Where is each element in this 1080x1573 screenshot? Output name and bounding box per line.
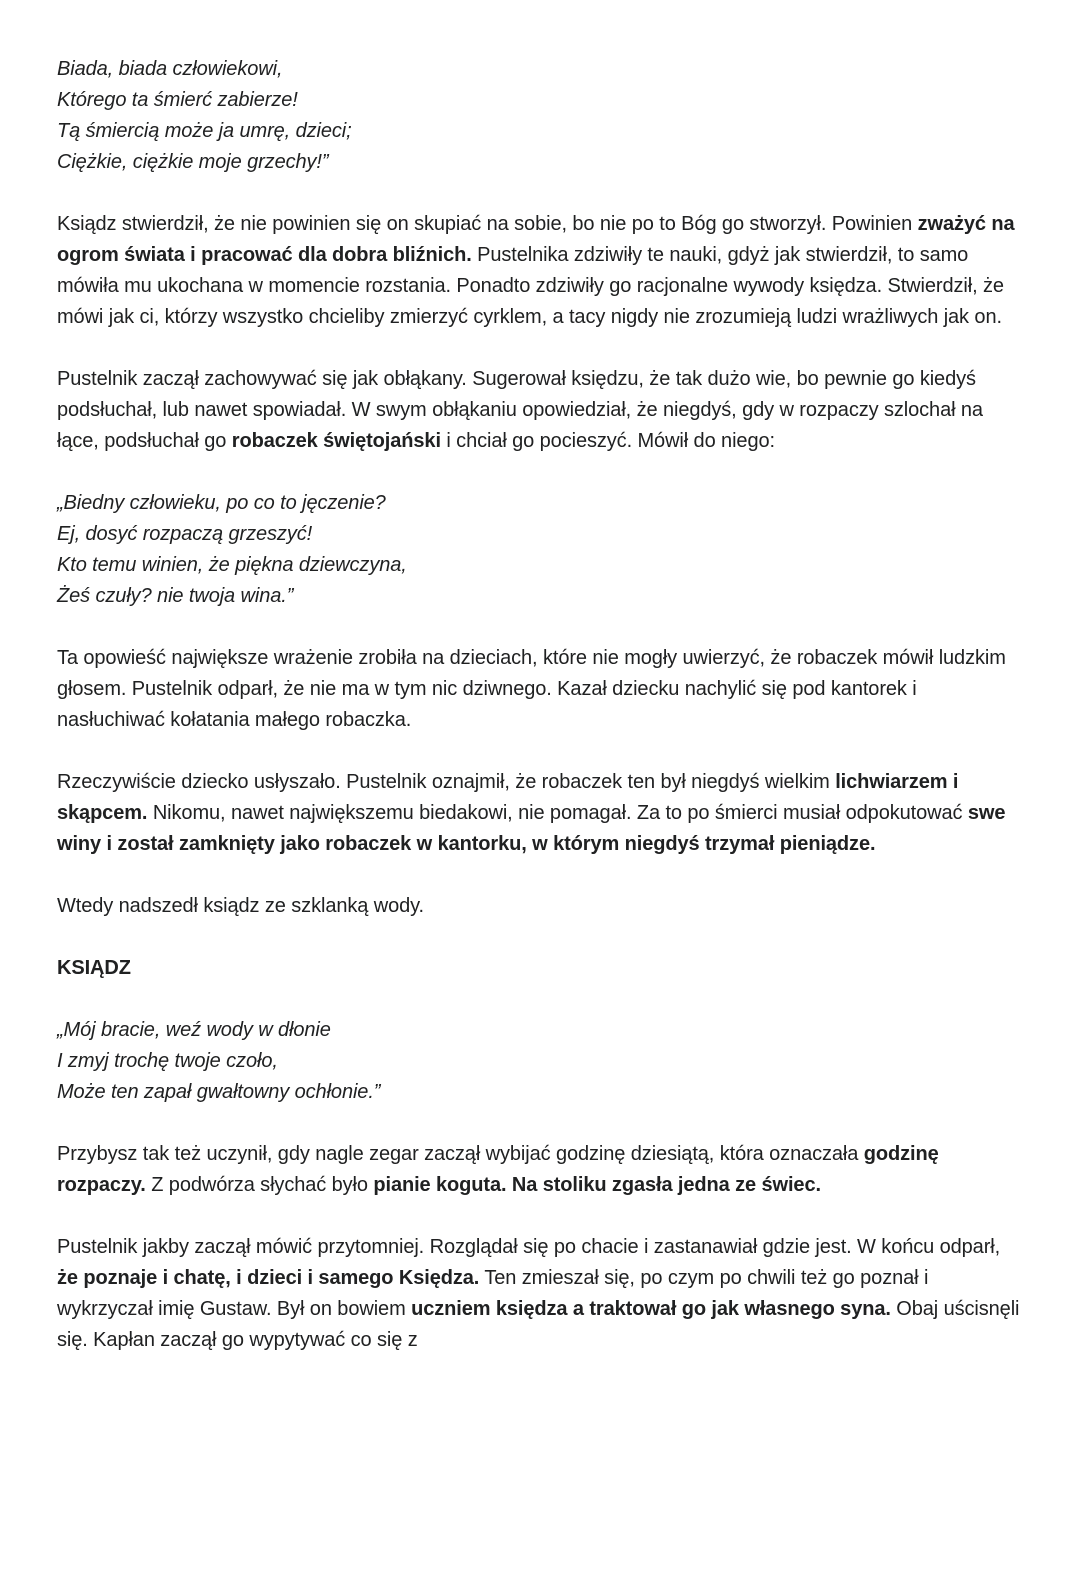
- text-run: Z podwórza słychać było: [145, 1174, 374, 1196]
- verse-line: Ej, dosyć rozpaczą grzeszyć!: [57, 523, 313, 545]
- text-run: i chciał go pocieszyć. Mówił do niego:: [440, 430, 775, 452]
- paragraph-ksiadz-szklanka: [57, 891, 1023, 922]
- paragraph-lichwiarz: [57, 767, 1023, 860]
- verse-line: „Biedny człowieku, po co to jęczenie?: [57, 492, 386, 514]
- verse-quote-robaczek: [57, 488, 1023, 612]
- verse-quote-lament: [57, 54, 1023, 178]
- paragraph-ksiadz-stwierdzil: [57, 209, 1023, 333]
- text-run: Ta opowieść największe wrażenie zrobiła na dzieciach, które nie mogły uwierzyć, że robaczek mówił ludzkim głosem. Pustelnik odparł, że nie ma w tym nic dziwnego. Kazał dziecku nachylić się pod kantorek i nasłuchiwać kołatania małego robaczka.: [57, 647, 1006, 731]
- verse-line: Kto temu winien, że piękna dziewczyna,: [57, 554, 407, 576]
- verse-line: Żeś czuły? nie twoja wina.”: [57, 585, 294, 607]
- heading-ksiadz: KSIĄDZ: [57, 957, 131, 979]
- text-run-bold: uczniem księdza a traktował go jak własnego syna.: [411, 1298, 891, 1320]
- text-run: Wtedy nadszedł ksiądz ze szklanką wody.: [57, 895, 425, 917]
- verse-line: Ciężkie, ciężkie moje grzechy!”: [57, 151, 329, 173]
- text-run: Rzeczywiście dziecko usłyszało. Pustelnik oznajmił, że robaczek ten był niegdyś wielkim: [57, 771, 836, 793]
- text-run: Pustelnika zdziwiły te nauki, gdyż jak stwierdził, to samo mówiła mu ukochana w momencie rozstania. Ponadto zdziwiły go racjonalne wywody księdza. Stwierdził, że mówi jak ci, którzy wszystko chcieliby zmierzyć cyrklem, a tacy nigdy nie zrozumieją ludzi wrażliwych jak on.: [57, 244, 1004, 328]
- text-run: Pustelnik jakby zaczął mówić przytomniej. Rozglądał się po chacie i zastanawiał gdzie jest. W końcu odparł,: [57, 1236, 1001, 1258]
- text-run: Ten zmieszał się, po czym po chwili też go poznał i wykrzyczał imię Gustaw. Był on bowiem: [57, 1267, 929, 1320]
- document-body: [57, 54, 1023, 1356]
- text-run-bold: że poznaje i chatę, i dzieci i samego Księdza.: [57, 1267, 480, 1289]
- text-run: Pustelnik zaczął zachowywać się jak obłąkany. Sugerował księdzu, że tak dużo wie, bo pewnie go kiedyś podsłuchał, lub nawet spowiadał. W swym obłąkaniu opowiedział, że niegdyś, gdy w rozpaczy szlochał na łące, podsłuchał go: [57, 368, 983, 452]
- paragraph-opowiesc-dzieci: [57, 643, 1023, 736]
- paragraph-rozpoznanie-gustaw: [57, 1232, 1023, 1356]
- text-run: Przybysz tak też uczynił, gdy nagle zegar zaczął wybijać godzinę dziesiątą, która oznaczała: [57, 1143, 864, 1165]
- text-run-bold: zważyć na ogrom świata i pracować dla dobra bliźnich.: [57, 213, 1015, 266]
- verse-line: Biada, biada człowiekowi,: [57, 58, 283, 80]
- verse-line: „Mój bracie, weź wody w dłonie: [57, 1019, 331, 1041]
- paragraph-zegar: [57, 1139, 1023, 1201]
- verse-line: Którego ta śmierć zabierze!: [57, 89, 298, 111]
- text-run-bold: robaczek świętojański: [231, 430, 441, 452]
- text-run-bold: swe winy i został zamknięty jako robaczek w kantorku, w którym niegdyś trzymał pieniądze.: [57, 802, 1006, 855]
- verse-line: Tą śmiercią może ja umrę, dzieci;: [57, 120, 352, 142]
- text-run-bold: pianie koguta. Na stoliku zgasła jedna ze świec.: [373, 1174, 821, 1196]
- text-run: Nikomu, nawet największemu biedakowi, nie pomagał. Za to po śmierci musiał odpokutować: [147, 802, 968, 824]
- verse-line: I zmyj trochę twoje czoło,: [57, 1050, 278, 1072]
- paragraph-pustelnik-oblakany: [57, 364, 1023, 457]
- verse-quote-ksiadz: [57, 1015, 1023, 1108]
- verse-line: Może ten zapał gwałtowny ochłonie.”: [57, 1081, 381, 1103]
- text-run: Obaj uścisnęli się. Kapłan zaczął go wypytywać co się z: [57, 1298, 1020, 1351]
- text-run: Ksiądz stwierdził, że nie powinien się on skupiać na sobie, bo nie po to Bóg go stworzył. Powinien: [57, 213, 918, 235]
- text-run-bold: lichwiarzem i skąpcem.: [57, 771, 959, 824]
- text-run-bold: godzinę rozpaczy.: [57, 1143, 939, 1196]
